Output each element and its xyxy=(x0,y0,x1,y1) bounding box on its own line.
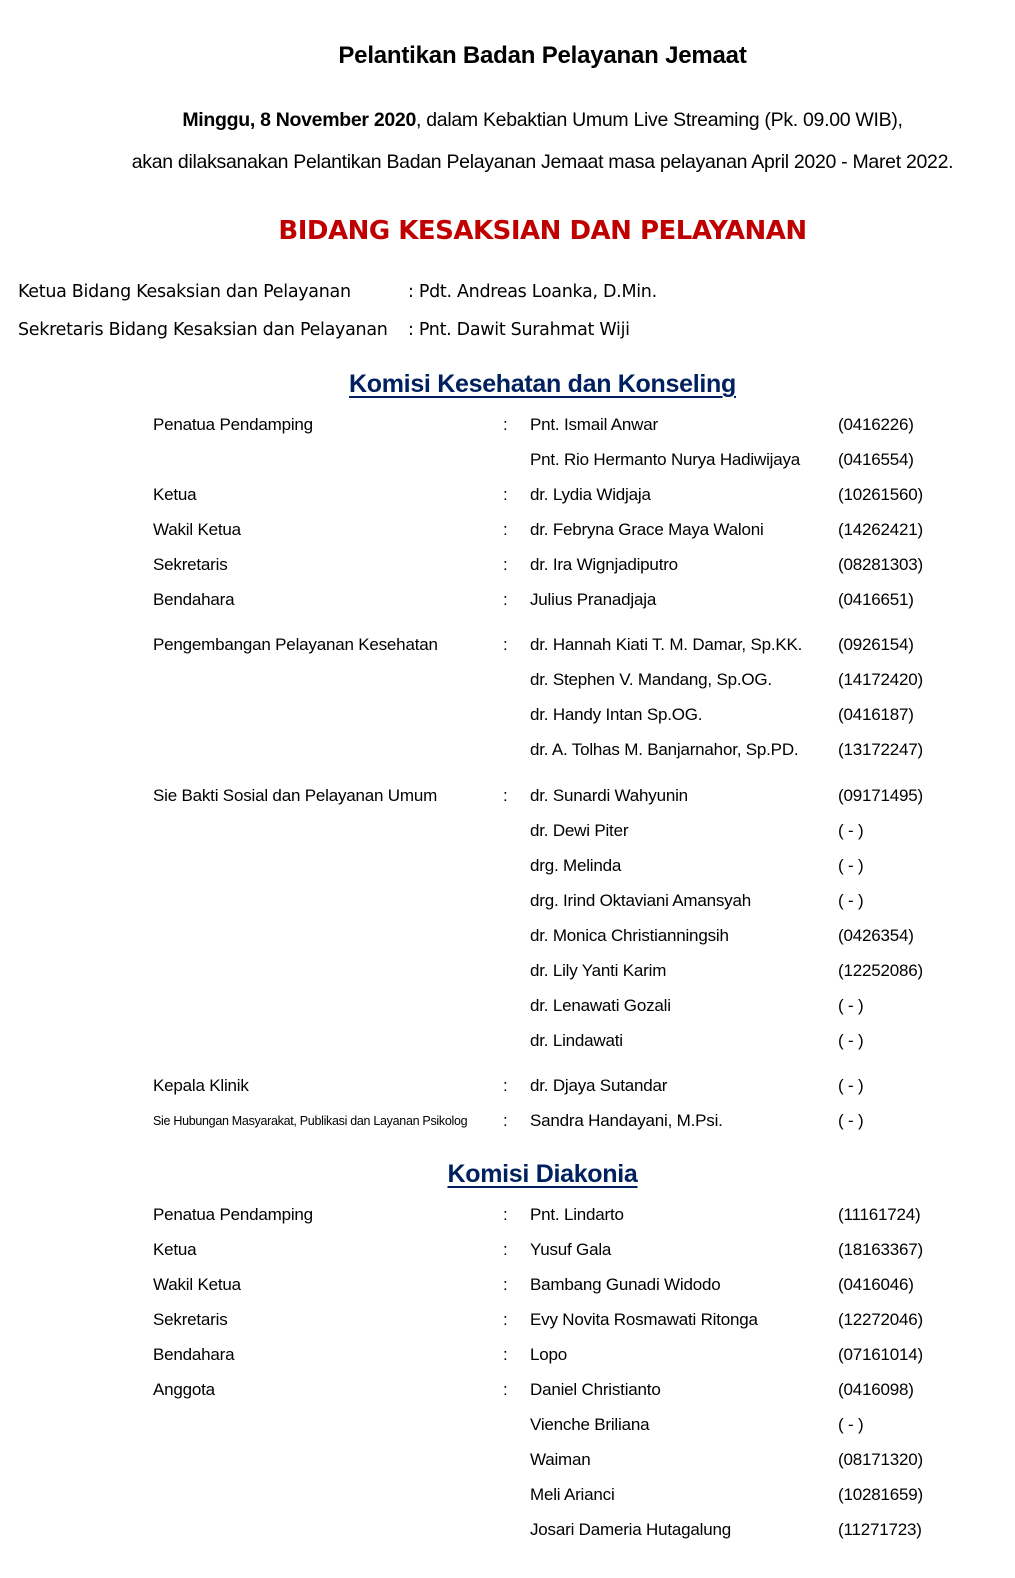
role-separator: : xyxy=(503,1076,508,1095)
leader-value: : Pnt. Dawit Surahmat Wiji xyxy=(408,320,630,340)
member-code: (10261560) xyxy=(838,485,923,504)
member-code: ( - ) xyxy=(838,856,864,875)
member-code: ( - ) xyxy=(838,891,864,910)
member-code: (08281303) xyxy=(838,555,923,574)
member-name: dr. Monica Christianningsih xyxy=(530,926,729,945)
role-separator: : xyxy=(503,1380,508,1399)
member-code: (0416098) xyxy=(838,1380,914,1399)
member-name: Vienche Briliana xyxy=(530,1415,650,1434)
member-role: Bendahara xyxy=(153,1345,235,1364)
member-code: ( - ) xyxy=(838,996,864,1015)
leader-label: Ketua Bidang Kesaksian dan Pelayanan xyxy=(18,282,351,302)
member-code: (09171495) xyxy=(838,786,923,805)
member-code: (0416046) xyxy=(838,1275,914,1294)
member-code: ( - ) xyxy=(838,821,864,840)
member-row xyxy=(0,1450,1015,1480)
member-row xyxy=(0,996,1015,1026)
member-name: dr. Stephen V. Mandang, Sp.OG. xyxy=(530,670,772,689)
member-name: Julius Pranadjaja xyxy=(530,590,657,609)
member-role: Ketua xyxy=(153,1240,197,1259)
member-name: Yusuf Gala xyxy=(530,1240,612,1259)
member-code: (0426354) xyxy=(838,926,914,945)
member-code: ( - ) xyxy=(838,1031,864,1050)
member-code: (14262421) xyxy=(838,520,923,539)
member-row xyxy=(0,415,1015,445)
member-name: Josari Dameria Hutagalung xyxy=(530,1520,731,1539)
member-code: (11271723) xyxy=(838,1520,922,1539)
role-separator: : xyxy=(503,635,508,654)
member-row xyxy=(0,590,1015,620)
member-name: dr. Hannah Kiati T. M. Damar, Sp.KK. xyxy=(530,635,803,654)
member-code: (07161014) xyxy=(838,1345,923,1364)
role-separator: : xyxy=(503,1310,508,1329)
member-code: ( - ) xyxy=(838,1415,864,1434)
member-code: (08171320) xyxy=(838,1450,923,1469)
member-code: (0416554) xyxy=(838,450,914,469)
member-role: Anggota xyxy=(153,1380,215,1399)
intro-line-1-rest: , dalam Kebaktian Umum Live Streaming (Pk. 09.00 WIB), xyxy=(416,109,903,131)
intro-line-1 xyxy=(0,109,1015,132)
member-row xyxy=(0,786,1015,816)
member-row xyxy=(0,485,1015,515)
member-code: (0416226) xyxy=(838,415,914,434)
member-row xyxy=(0,1380,1015,1410)
member-row xyxy=(0,1031,1015,1061)
member-code: (0926154) xyxy=(838,635,914,654)
bidang-leader-row xyxy=(18,320,630,340)
member-row xyxy=(0,555,1015,585)
role-separator: : xyxy=(503,1275,508,1294)
member-role: Sekretaris xyxy=(153,1310,228,1329)
member-role: Wakil Ketua xyxy=(153,520,241,539)
intro-date: Minggu, 8 November 2020 xyxy=(182,109,416,131)
member-row xyxy=(0,705,1015,735)
role-separator: : xyxy=(503,1345,508,1364)
member-name: drg. Melinda xyxy=(530,856,622,875)
member-row xyxy=(0,1240,1015,1270)
intro-line-2: akan dilaksanakan Pelantikan Badan Pelayanan Jemaat masa pelayanan April 2020 - Maret 2022. xyxy=(131,151,954,173)
member-row xyxy=(0,670,1015,700)
member-code: (12272046) xyxy=(838,1310,923,1329)
member-row xyxy=(0,1310,1015,1340)
member-name: Sandra Handayani, M.Psi. xyxy=(530,1111,723,1130)
member-row xyxy=(0,635,1015,665)
role-separator: : xyxy=(503,520,508,539)
member-name: Pnt. Ismail Anwar xyxy=(530,415,658,434)
member-row xyxy=(0,1520,1015,1550)
member-role: Sie Hubungan Masyarakat, Publikasi dan Layanan Psikolog xyxy=(153,1114,468,1128)
member-code: (18163367) xyxy=(838,1240,923,1259)
member-role: Penatua Pendamping xyxy=(153,1205,313,1224)
member-role: Penatua Pendamping xyxy=(153,415,313,434)
role-separator: : xyxy=(503,485,508,504)
role-separator: : xyxy=(503,1240,508,1259)
member-code: (11161724) xyxy=(838,1205,921,1224)
member-role: Bendahara xyxy=(153,590,235,609)
member-name: Pnt. Rio Hermanto Nurya Hadiwijaya xyxy=(530,450,801,469)
komisi-heading: Komisi Diakonia xyxy=(447,1160,638,1188)
member-role: Sekretaris xyxy=(153,555,228,574)
member-name: dr. Lydia Widjaja xyxy=(530,485,651,504)
member-name: Pnt. Lindarto xyxy=(530,1205,624,1224)
leader-label: Sekretaris Bidang Kesaksian dan Pelayanan xyxy=(18,320,388,340)
member-name: dr. Febryna Grace Maya Waloni xyxy=(530,520,764,539)
member-name: Evy Novita Rosmawati Ritonga xyxy=(530,1310,758,1329)
member-role: Pengembangan Pelayanan Kesehatan xyxy=(153,635,438,654)
member-role: Ketua xyxy=(153,485,197,504)
bidang-leader-row xyxy=(18,282,657,302)
member-name: dr. Lenawati Gozali xyxy=(530,996,671,1015)
member-code: (0416187) xyxy=(838,705,914,724)
member-name: Lopo xyxy=(530,1345,568,1364)
member-name: Bambang Gunadi Widodo xyxy=(530,1275,721,1294)
member-name: dr. Handy Intan Sp.OG. xyxy=(530,705,703,724)
role-separator: : xyxy=(503,415,508,434)
member-row xyxy=(0,520,1015,550)
member-name: Daniel Christianto xyxy=(530,1380,661,1399)
member-row xyxy=(0,891,1015,921)
bidang-heading: BIDANG KESAKSIAN DAN PELAYANAN xyxy=(278,216,807,246)
role-separator: : xyxy=(503,590,508,609)
member-row xyxy=(0,740,1015,770)
role-separator: : xyxy=(503,555,508,574)
member-name: drg. Irind Oktaviani Amansyah xyxy=(530,891,751,910)
page-title: Pelantikan Badan Pelayanan Jemaat xyxy=(338,42,747,69)
member-name: dr. Djaya Sutandar xyxy=(530,1076,668,1095)
member-row xyxy=(0,1111,1015,1141)
komisi-heading: Komisi Kesehatan dan Konseling xyxy=(349,370,736,398)
member-row xyxy=(0,1415,1015,1445)
member-row xyxy=(0,1275,1015,1305)
member-row xyxy=(0,1076,1015,1106)
member-code: (10281659) xyxy=(838,1485,923,1504)
member-name: dr. Ira Wignjadiputro xyxy=(530,555,678,574)
member-name: dr. Lily Yanti Karim xyxy=(530,961,667,980)
role-separator: : xyxy=(503,1111,508,1130)
member-name: dr. Dewi Piter xyxy=(530,821,629,840)
member-name: Meli Arianci xyxy=(530,1485,615,1504)
member-row xyxy=(0,1485,1015,1515)
member-row xyxy=(0,1345,1015,1375)
member-name: dr. A. Tolhas M. Banjarnahor, Sp.PD. xyxy=(530,740,799,759)
role-separator: : xyxy=(503,1205,508,1224)
member-row xyxy=(0,961,1015,991)
member-row xyxy=(0,450,1015,480)
member-name: dr. Sunardi Wahyunin xyxy=(530,786,688,805)
member-code: ( - ) xyxy=(838,1076,864,1095)
member-row xyxy=(0,1205,1015,1235)
member-row xyxy=(0,856,1015,886)
member-code: (12252086) xyxy=(838,961,923,980)
member-role: Kepala Klinik xyxy=(153,1076,249,1095)
leader-value: : Pdt. Andreas Loanka, D.Min. xyxy=(408,282,657,302)
member-role: Wakil Ketua xyxy=(153,1275,241,1294)
member-row xyxy=(0,821,1015,851)
member-name: dr. Lindawati xyxy=(530,1031,623,1050)
member-code: (14172420) xyxy=(838,670,923,689)
member-code: (0416651) xyxy=(838,590,914,609)
member-code: ( - ) xyxy=(838,1111,864,1130)
member-role: Sie Bakti Sosial dan Pelayanan Umum xyxy=(153,786,438,805)
member-name: Waiman xyxy=(530,1450,591,1469)
member-row xyxy=(0,926,1015,956)
role-separator: : xyxy=(503,786,508,805)
member-code: (13172247) xyxy=(838,740,923,759)
